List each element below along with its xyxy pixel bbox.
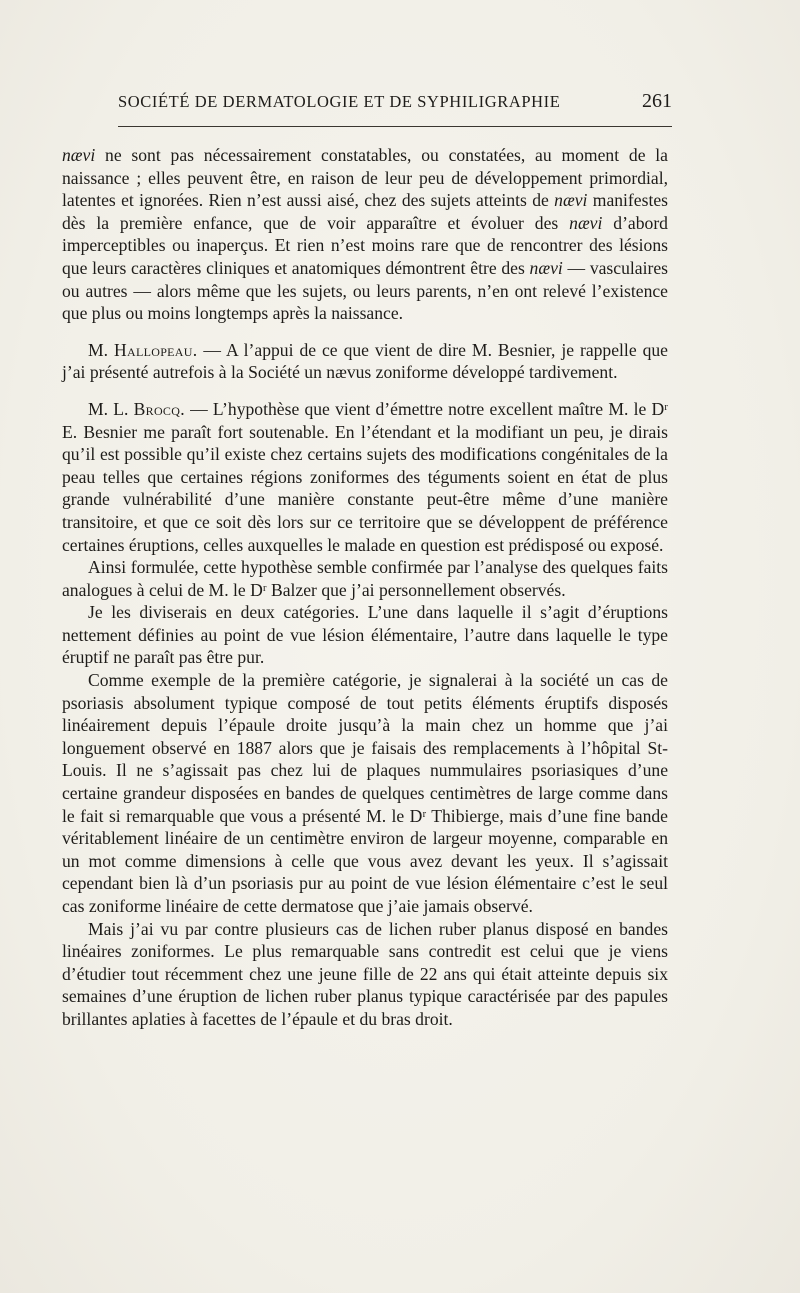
- header-rule: [118, 126, 672, 127]
- running-head: [118, 92, 672, 118]
- text-run: Je les diviserais en deux catégories. L’une dans laquelle il s’agit d’éruptions nettement définies au point de vue lésion élémentaire, l’autre dans laquelle le type éruptif ne paraît pas être pur.: [62, 602, 668, 668]
- page-number: 261: [642, 90, 672, 112]
- paragraph-two-categories: [62, 601, 668, 669]
- text-run: — A l’appui de ce que vient de dire M. Besnier, je rappelle que j’ai présenté autrefois à la Société un nævus zoniforme développé tardivement.: [62, 339, 668, 383]
- text-run: manifestes dès la première enfance, que de voir apparaître et évoluer des: [62, 190, 668, 233]
- speaker-name: Hallopeau.: [114, 339, 198, 360]
- text-run: Mais j’ai vu par contre plusieurs cas de lichen ruber planus disposé en bandes linéaires zoniformes. Le plus remarquable sans contredit est celui que je viens d’étudier tout récemment chez une jeune fille de 22 ans qui était atteinte depuis six semaines d’une éruption de lichen ruber planus typique caractérisée par des papules brillantes aplaties à facettes de l’épaule et du bras droit.: [62, 918, 668, 1029]
- text-run: Comme exemple de la première catégorie, je signalerai à la société un cas de psoriasis absolument typique composé de tout petits éléments éruptifs disposés linéairement depuis l’épaule droite jusqu’à la main chez un homme que j’ai longuement observé en 1887 alors que je faisais des remplacements à l’hôpital St-Louis. Il ne s’agissait pas chez lui de plaques nummulaires psoriasiques d’une certaine grandeur disposées en bandes de quelques centimètres de large comme dans le fait si remarquable que vous a présenté M. le Dʳ Thibierge, mais d’une fine bande véritablement linéaire de un centimètre environ de largeur moyenne, comparable en un mot comme dimensions à celle que vous avez devant les yeux. Il s’agissait cependant bien là d’un psoriasis pur au point de vue lésion élémentaire c’est le seul cas zoniforme linéaire de cette dermatose que j’aie jamais observé.: [62, 670, 668, 916]
- text-run: — L’hypothèse que vient d’émettre notre excellent maître M. le Dʳ E. Besnier me paraît fort soutenable. En l’étendant et la modifiant un peu, je dirais qu’il est possible qu’il existe chez certains sujets des modifications congénitales de la peau telles que certaines régions zoniformes des téguments soient en état de plus grande vulnérabilité d’une manière constante peut-être même d’une manière transitoire, et que ce soit dès lors sur ce territoire que se développent de préférence certaines éruptions, celles auxquelles le malade en question est prédisposé ou exposé.: [62, 398, 669, 555]
- paragraph-brocq: [62, 398, 668, 556]
- italic-term: nævi: [554, 190, 588, 211]
- text-run: ne sont pas nécessairement constatables, ou constatées, au moment de la naissance ; elles peuvent être, en raison de leur peu de développement primordial, latentes et ignorées. Rien n’est aussi aisé, chez des sujets atteints de: [62, 145, 668, 211]
- body-text: [62, 144, 668, 1031]
- text-run: Ainsi formulée, cette hypothèse semble confirmée par l’analyse des quelques faits analogues à celui de M. le Dʳ Balzer que j’ai personnellement observés.: [62, 557, 668, 600]
- italic-term: nævi: [62, 145, 96, 165]
- running-title: SOCIÉTÉ DE DERMATOLOGIE ET DE SYPHILIGRAPHIE: [118, 92, 561, 111]
- italic-term: nævi: [529, 257, 563, 278]
- italic-term: nævi: [569, 212, 603, 233]
- text-run: M.: [88, 339, 114, 360]
- paragraph-hypothesis-confirmed: [62, 556, 668, 601]
- paragraph-psoriasis-case: [62, 669, 668, 918]
- text-run: — vasculaires ou autres — alors même que les sujets, ou leurs parents, n’en ont relevé l’existence que plus ou moins longtemps après la naissance.: [62, 257, 668, 324]
- paragraph-lichen-case: [62, 918, 668, 1031]
- text-run: d’abord imperceptibles ou inaperçus. Et rien n’est moins rare que de rencontrer des lésions que leurs caractères cliniques et anatomiques démontrent être des: [62, 212, 668, 278]
- speaker-name: Brocq.: [133, 398, 185, 419]
- text-run: M. L.: [88, 398, 134, 419]
- paragraph-naevi-continuation: [62, 144, 668, 325]
- paragraph-hallopeau: [62, 339, 668, 384]
